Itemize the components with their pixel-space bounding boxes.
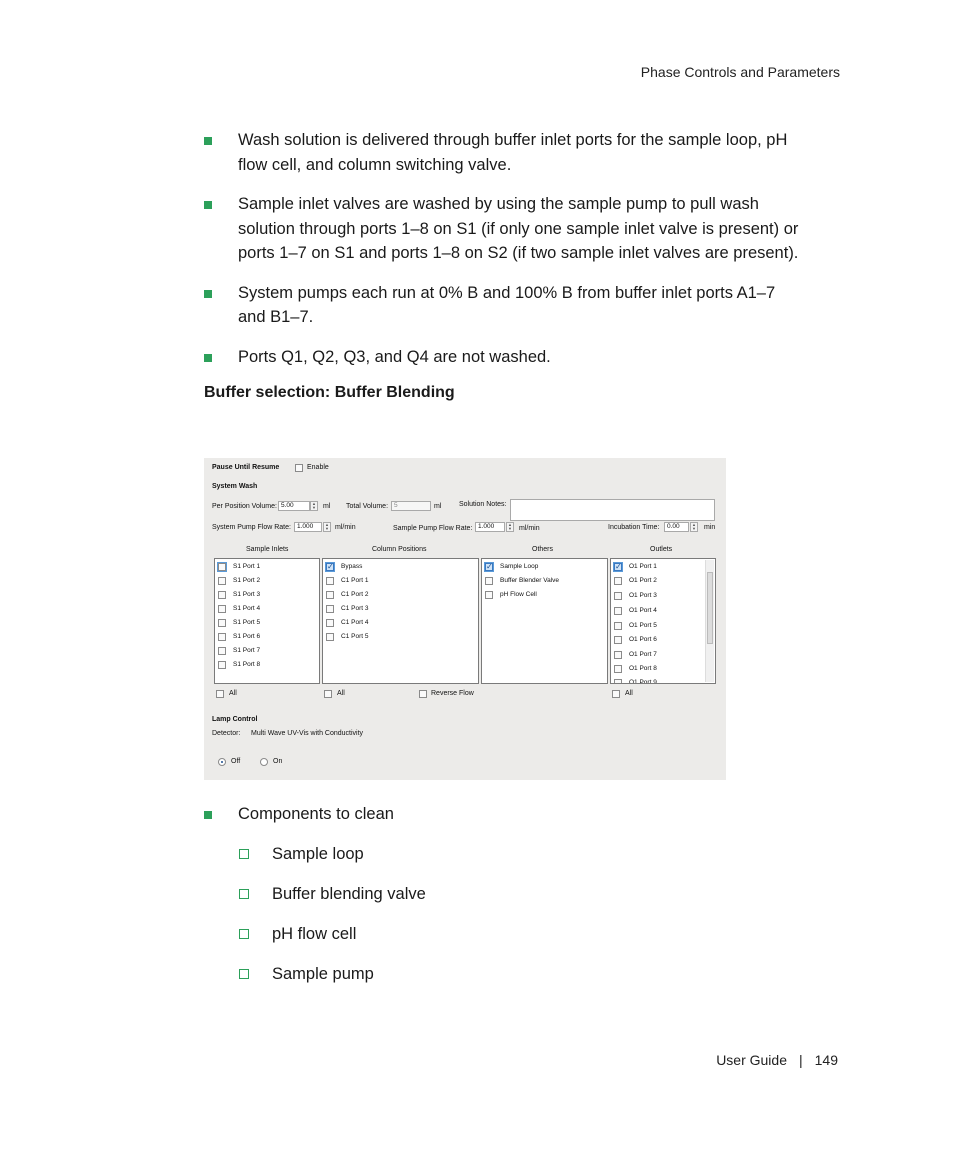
enable-label: Enable <box>307 464 329 471</box>
others-list <box>481 558 608 684</box>
ml-unit: ml <box>434 503 442 510</box>
bullet-icon <box>204 354 212 362</box>
list-item-label: S1 Port 2 <box>233 577 261 584</box>
sample-flow-input[interactable]: 1.000 <box>475 522 505 532</box>
checkbox[interactable] <box>614 679 622 684</box>
checkbox[interactable] <box>218 647 226 655</box>
bullet-item <box>204 281 804 330</box>
checkbox[interactable] <box>218 661 226 669</box>
bullet-icon <box>204 290 212 298</box>
incubation-label: Incubation Time: <box>608 524 660 531</box>
checkbox[interactable] <box>218 563 226 571</box>
page-content <box>204 128 804 402</box>
detector-label: Detector: <box>212 730 241 737</box>
sub-bullet-text: Sample loop <box>272 844 364 863</box>
others-header: Others <box>532 546 554 553</box>
detector-value: Multi Wave UV-Vis with Conductivity <box>251 730 364 737</box>
bullet-item <box>204 128 804 177</box>
checkbox[interactable] <box>326 633 334 641</box>
list-item-label: O1 Port 4 <box>629 607 657 614</box>
scrollbar-thumb[interactable] <box>707 572 713 644</box>
all-column-positions-checkbox[interactable] <box>324 690 332 698</box>
system-wash-heading: System Wash <box>212 483 258 490</box>
checkbox[interactable] <box>614 651 622 659</box>
sub-bullet-item <box>204 882 804 906</box>
pause-label: Pause Until Resume <box>212 464 280 471</box>
all-label: All <box>337 690 345 697</box>
list-item-label: S1 Port 8 <box>233 661 261 668</box>
hollow-bullet-icon <box>239 849 249 859</box>
list-item-label: S1 Port 6 <box>233 633 261 640</box>
checkbox[interactable] <box>326 591 334 599</box>
per-position-spinner[interactable]: ▲ ▼ <box>310 501 318 511</box>
min-unit: min <box>704 524 716 531</box>
checkbox[interactable] <box>485 577 493 585</box>
on-label: On <box>273 758 283 765</box>
checkbox[interactable] <box>218 633 226 641</box>
sample-flow-label: Sample Pump Flow Rate: <box>393 525 473 532</box>
list-item-label: S1 Port 1 <box>233 563 261 570</box>
system-flow-spinner[interactable]: ▲ ▼ <box>323 522 331 532</box>
solution-notes-label: Solution Notes: <box>459 501 507 508</box>
list-item-label: C1 Port 1 <box>341 577 369 584</box>
components-section <box>204 802 804 1002</box>
list-item-label: Sample Loop <box>500 563 539 570</box>
bullet-item <box>204 802 804 827</box>
hollow-bullet-icon <box>239 929 249 939</box>
list-item-label: O1 Port 3 <box>629 592 657 599</box>
bullet-text: Sample inlet valves are washed by using the sample pump to pull wash solution through ports 1–8 on S1 (if only one sample inlet valve is present) or ports 1–7 on S1 and ports 1–8 on S2 (if two sample inlet valves are present). <box>238 195 799 262</box>
list-item-label: O1 Port 7 <box>629 651 657 658</box>
list-item-label: O1 Port 1 <box>629 563 657 570</box>
all-outlets-checkbox[interactable] <box>612 690 620 698</box>
off-label: Off <box>231 758 241 765</box>
sample-flow-spinner[interactable]: ▲ ▼ <box>506 522 514 532</box>
sub-bullet-item <box>204 922 804 946</box>
sub-bullet-text: Sample pump <box>272 964 374 983</box>
ml-min-unit: ml/min <box>519 525 540 532</box>
sub-bullet-text: pH flow cell <box>272 924 357 943</box>
outlets-list <box>610 558 716 684</box>
sub-bullet-text: Buffer blending valve <box>272 884 426 903</box>
checkbox[interactable] <box>614 622 622 630</box>
sub-bullet-item <box>204 962 804 986</box>
checkbox[interactable] <box>218 591 226 599</box>
bullet-icon <box>204 811 212 819</box>
all-label: All <box>625 690 633 697</box>
bullet-text: Ports Q1, Q2, Q3, and Q4 are not washed. <box>238 347 551 366</box>
bullet-icon <box>204 137 212 145</box>
incubation-spinner[interactable]: ▲ ▼ <box>690 522 698 532</box>
bullet-text: Wash solution is delivered through buffer inlet ports for the sample loop, pH flow cell, and column switching valve. <box>238 131 788 174</box>
list-item-label: O1 Port 8 <box>629 665 657 672</box>
list-item-label: O1 Port 6 <box>629 636 657 643</box>
checkbox[interactable] <box>614 607 622 615</box>
lamp-off-radio[interactable] <box>218 758 226 766</box>
checkbox[interactable] <box>485 563 493 571</box>
checkbox[interactable] <box>218 605 226 613</box>
page-footer <box>716 1052 838 1068</box>
list-item-label: C1 Port 4 <box>341 619 369 626</box>
checkbox[interactable] <box>614 563 622 571</box>
ml-unit: ml <box>323 503 331 510</box>
sample-inlets-list <box>214 558 320 684</box>
reverse-flow-label: Reverse Flow <box>431 690 474 697</box>
checkbox[interactable] <box>218 577 226 585</box>
page-number: 149 <box>814 1052 838 1068</box>
lamp-control-heading: Lamp Control <box>212 716 258 723</box>
list-item-label: Buffer Blender Valve <box>500 577 560 584</box>
section-subheading: Buffer selection: Buffer Blending <box>204 384 455 401</box>
ml-min-unit: ml/min <box>335 524 356 531</box>
hollow-bullet-icon <box>239 889 249 899</box>
solution-notes-input[interactable] <box>510 499 715 521</box>
outlets-header: Outlets <box>650 546 673 553</box>
footer-separator: | <box>799 1052 803 1068</box>
column-positions-header: Column Positions <box>372 546 427 553</box>
bullet-item <box>204 345 804 370</box>
incubation-input[interactable]: 0.00 <box>664 522 689 532</box>
per-position-input[interactable]: 5.00 <box>278 501 310 511</box>
system-flow-label: System Pump Flow Rate: <box>212 524 291 531</box>
total-volume-input: 5 <box>391 501 431 511</box>
list-item-label: S1 Port 4 <box>233 605 261 612</box>
total-volume-label: Total Volume: <box>346 503 389 510</box>
list-item-label: O1 Port 5 <box>629 622 657 629</box>
enable-checkbox[interactable] <box>295 464 303 472</box>
bullet-icon <box>204 201 212 209</box>
bullet-text: Components to clean <box>238 805 394 823</box>
list-item-label: Bypass <box>341 563 363 570</box>
bullet-text: System pumps each run at 0% B and 100% B from buffer inlet ports A1–7 and B1–7. <box>238 283 776 326</box>
checkbox[interactable] <box>326 605 334 613</box>
lamp-on-radio[interactable] <box>260 758 268 766</box>
list-item-label: C1 Port 3 <box>341 605 369 612</box>
checkbox[interactable] <box>326 577 334 585</box>
column-positions-list <box>322 558 479 684</box>
checkbox[interactable] <box>614 577 622 585</box>
list-item-label: pH Flow Cell <box>500 591 537 598</box>
outlets-scrollbar[interactable] <box>705 560 714 682</box>
list-item-label: C1 Port 2 <box>341 591 369 598</box>
all-label: All <box>229 690 237 697</box>
checkbox[interactable] <box>218 619 226 627</box>
wash-settings-dialog <box>204 458 726 780</box>
sub-bullet-item <box>204 842 804 866</box>
running-header: Phase Controls and Parameters <box>640 64 840 80</box>
checkbox[interactable] <box>614 665 622 673</box>
checkbox[interactable] <box>614 592 622 600</box>
list-item-label: S1 Port 7 <box>233 647 261 654</box>
list-item-label: O1 Port 2 <box>629 577 657 584</box>
checkbox[interactable] <box>326 563 334 571</box>
list-item-label: C1 Port 5 <box>341 633 369 640</box>
list-item-label: O1 Port 9 <box>629 679 657 684</box>
checkbox[interactable] <box>614 636 622 644</box>
bullet-item <box>204 192 804 266</box>
footer-guide: User Guide <box>716 1052 787 1068</box>
all-sample-inlets-checkbox[interactable] <box>216 690 224 698</box>
sample-inlets-header: Sample Inlets <box>246 546 289 553</box>
hollow-bullet-icon <box>239 969 249 979</box>
system-flow-input[interactable]: 1.000 <box>294 522 322 532</box>
checkbox[interactable] <box>326 619 334 627</box>
reverse-flow-checkbox[interactable] <box>419 690 427 698</box>
checkbox[interactable] <box>485 591 493 599</box>
list-item-label: S1 Port 5 <box>233 619 261 626</box>
list-item-label: S1 Port 3 <box>233 591 261 598</box>
per-position-label: Per Position Volume: <box>212 503 277 510</box>
